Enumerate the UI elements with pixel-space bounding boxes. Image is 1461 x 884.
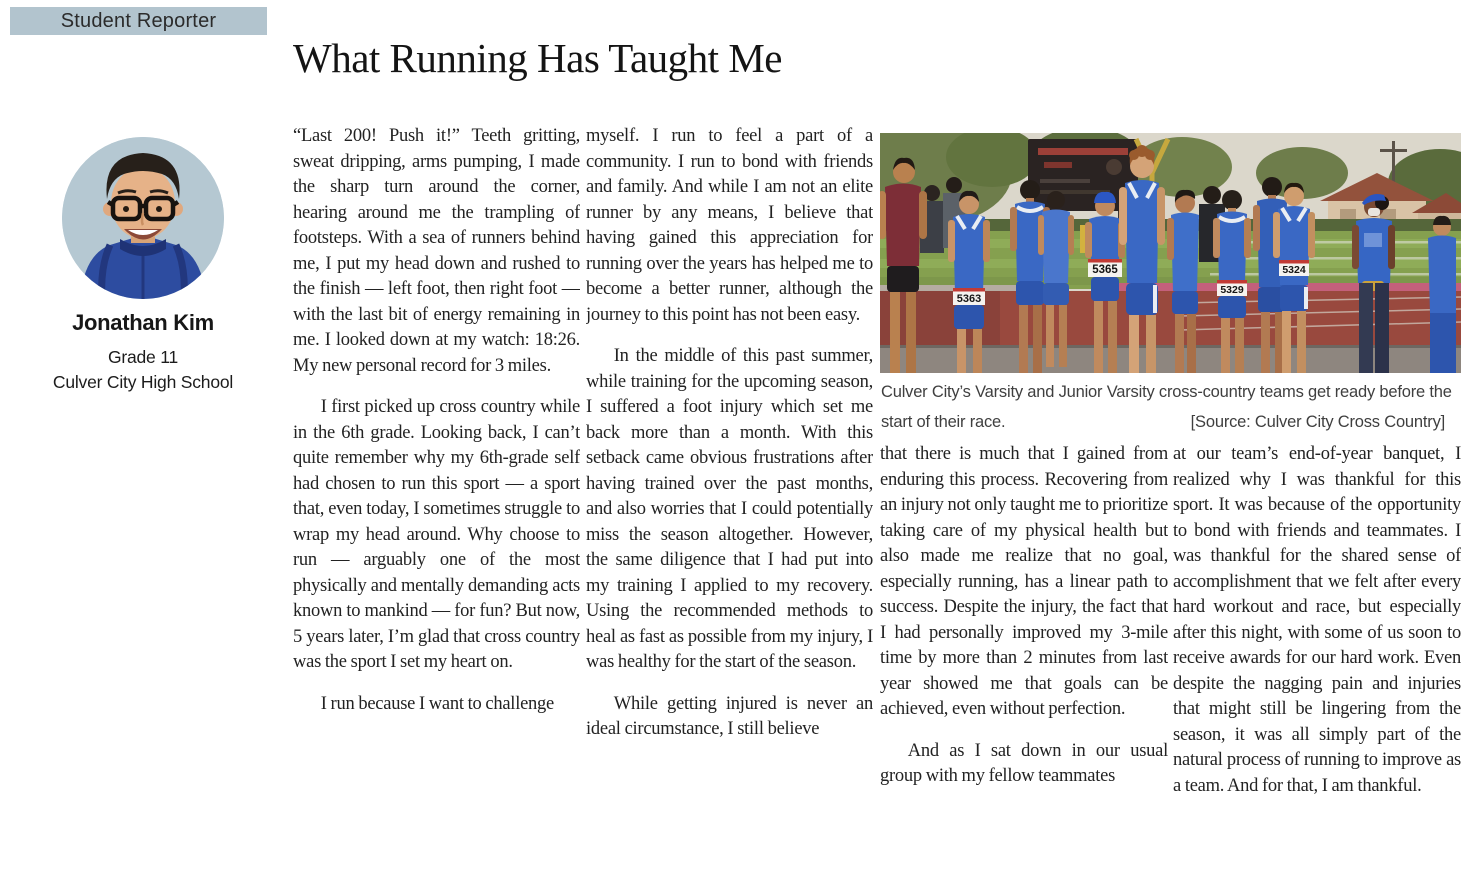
author-grade: Grade 11 bbox=[107, 347, 179, 367]
photo-source-credit: [Source: Culver City Cross Country] bbox=[1190, 413, 1445, 431]
article-paragraph: I run because I want to challenge bbox=[320, 693, 555, 714]
author-school: Culver City High School bbox=[52, 372, 234, 392]
author-portrait-illustration bbox=[62, 137, 224, 299]
article-paragraph: myself. I run to feel a part of a community. I run to bond with friends and family. And while I am not an elite runner by any means, I believe that having gained this appreciation for running over the years has helped me to become a better runner, although the journey to this point has not been easy. bbox=[586, 126, 873, 325]
bib-5329 bbox=[1217, 280, 1247, 296]
article-paragraph: “Last 200! Push it!” Teeth gritting, sweat dripping, arms pumping, I made the sharp turn around the corner, hearing around me the trampling of footsteps. With a sea of runners behind me, I put my head down and rushed to the finish — left foot, then right foot — with the last bit of energy remaining in me. I looked down at my watch: 18:26. My new personal record for 3 miles. bbox=[293, 126, 580, 376]
article-paragraph: While getting injured is never an ideal circumstance, I still believe bbox=[586, 693, 873, 739]
article-paragraph: In the middle of this past summer, while training for the upcoming season, I suffered a foot injury which set me back more than a month. With this setback came obvious frustrations after having trained over the past months, and also worries that I could potentially miss the season altogether. However, the same diligence that I had put into my training I applied to my recovery. Using the recommended methods to heal as fast as possible from my injury, I was healthy for the start of the season. bbox=[586, 346, 873, 672]
article-paragraph: at our team’s end-of-year banquet, I realized why I was thankful for this sport. It was because of the opportunity to bond with friends and teammates. I was thankful for the shared sense of accomplishment that we felt after every hard workout and race, but especially after this night, with some of us soon to receive awards for our hard work. Even despite the nagging pain and injuries that might still be lingering from the season, it was all simply part of the natural process of running to improve as a team. And for that, I am thankful. bbox=[1173, 444, 1461, 796]
article-paragraph: that there is much that I gained from enduring this process. Recovering from an injury not only taught me to prioritize taking care of my physical health but also made me realize that no goal, especially running, has a linear path to success. Despite the injury, the fact that I had personally improved my 3-mile time by more than 2 minutes from last year showed me that goals can be achieved, even without perfection. bbox=[880, 444, 1168, 719]
article-column-4 bbox=[1173, 442, 1461, 884]
author-avatar bbox=[62, 137, 224, 299]
article-column-1 bbox=[293, 124, 580, 884]
article-column-3 bbox=[880, 442, 1168, 884]
photo-caption-text: Culver City’s Varsity and Junior Varsity cross-country teams get ready before the start of their race. bbox=[881, 383, 1452, 431]
reporter-badge bbox=[10, 7, 267, 35]
reporter-badge-label: Student Reporter bbox=[60, 9, 217, 32]
article-column-2 bbox=[586, 124, 873, 884]
svg-text:5329: 5329 bbox=[1220, 284, 1244, 296]
photo-caption bbox=[881, 377, 1461, 437]
race-photo-illustration bbox=[880, 133, 1461, 373]
runner-cropped-right bbox=[1428, 216, 1456, 373]
svg-text:5363: 5363 bbox=[956, 293, 982, 305]
author-name: Jonathan Kim bbox=[72, 310, 214, 335]
race-photo bbox=[880, 133, 1461, 373]
bib-5363 bbox=[953, 288, 985, 305]
svg-text:5324: 5324 bbox=[1282, 264, 1306, 276]
bib-5324 bbox=[1279, 260, 1309, 276]
svg-text:5365: 5365 bbox=[1092, 264, 1118, 276]
article-paragraph: And as I sat down in our usual group with my fellow teammates bbox=[880, 740, 1168, 786]
bib-5365 bbox=[1088, 259, 1122, 277]
article-paragraph: I first picked up cross country while in the 6th grade. Looking back, I can’t quite remember why my 6th-grade self had chosen to run this sport — a sport that, even today, I sometimes struggle to wrap my head around. Why choose to run — arguably one of the most physically and mentally demanding acts known to mankind — for fun? But now, 5 years later, I’m glad that cross country was the sport I set my heart on. bbox=[293, 397, 580, 672]
page-title: What Running Has Taught Me bbox=[293, 35, 782, 81]
